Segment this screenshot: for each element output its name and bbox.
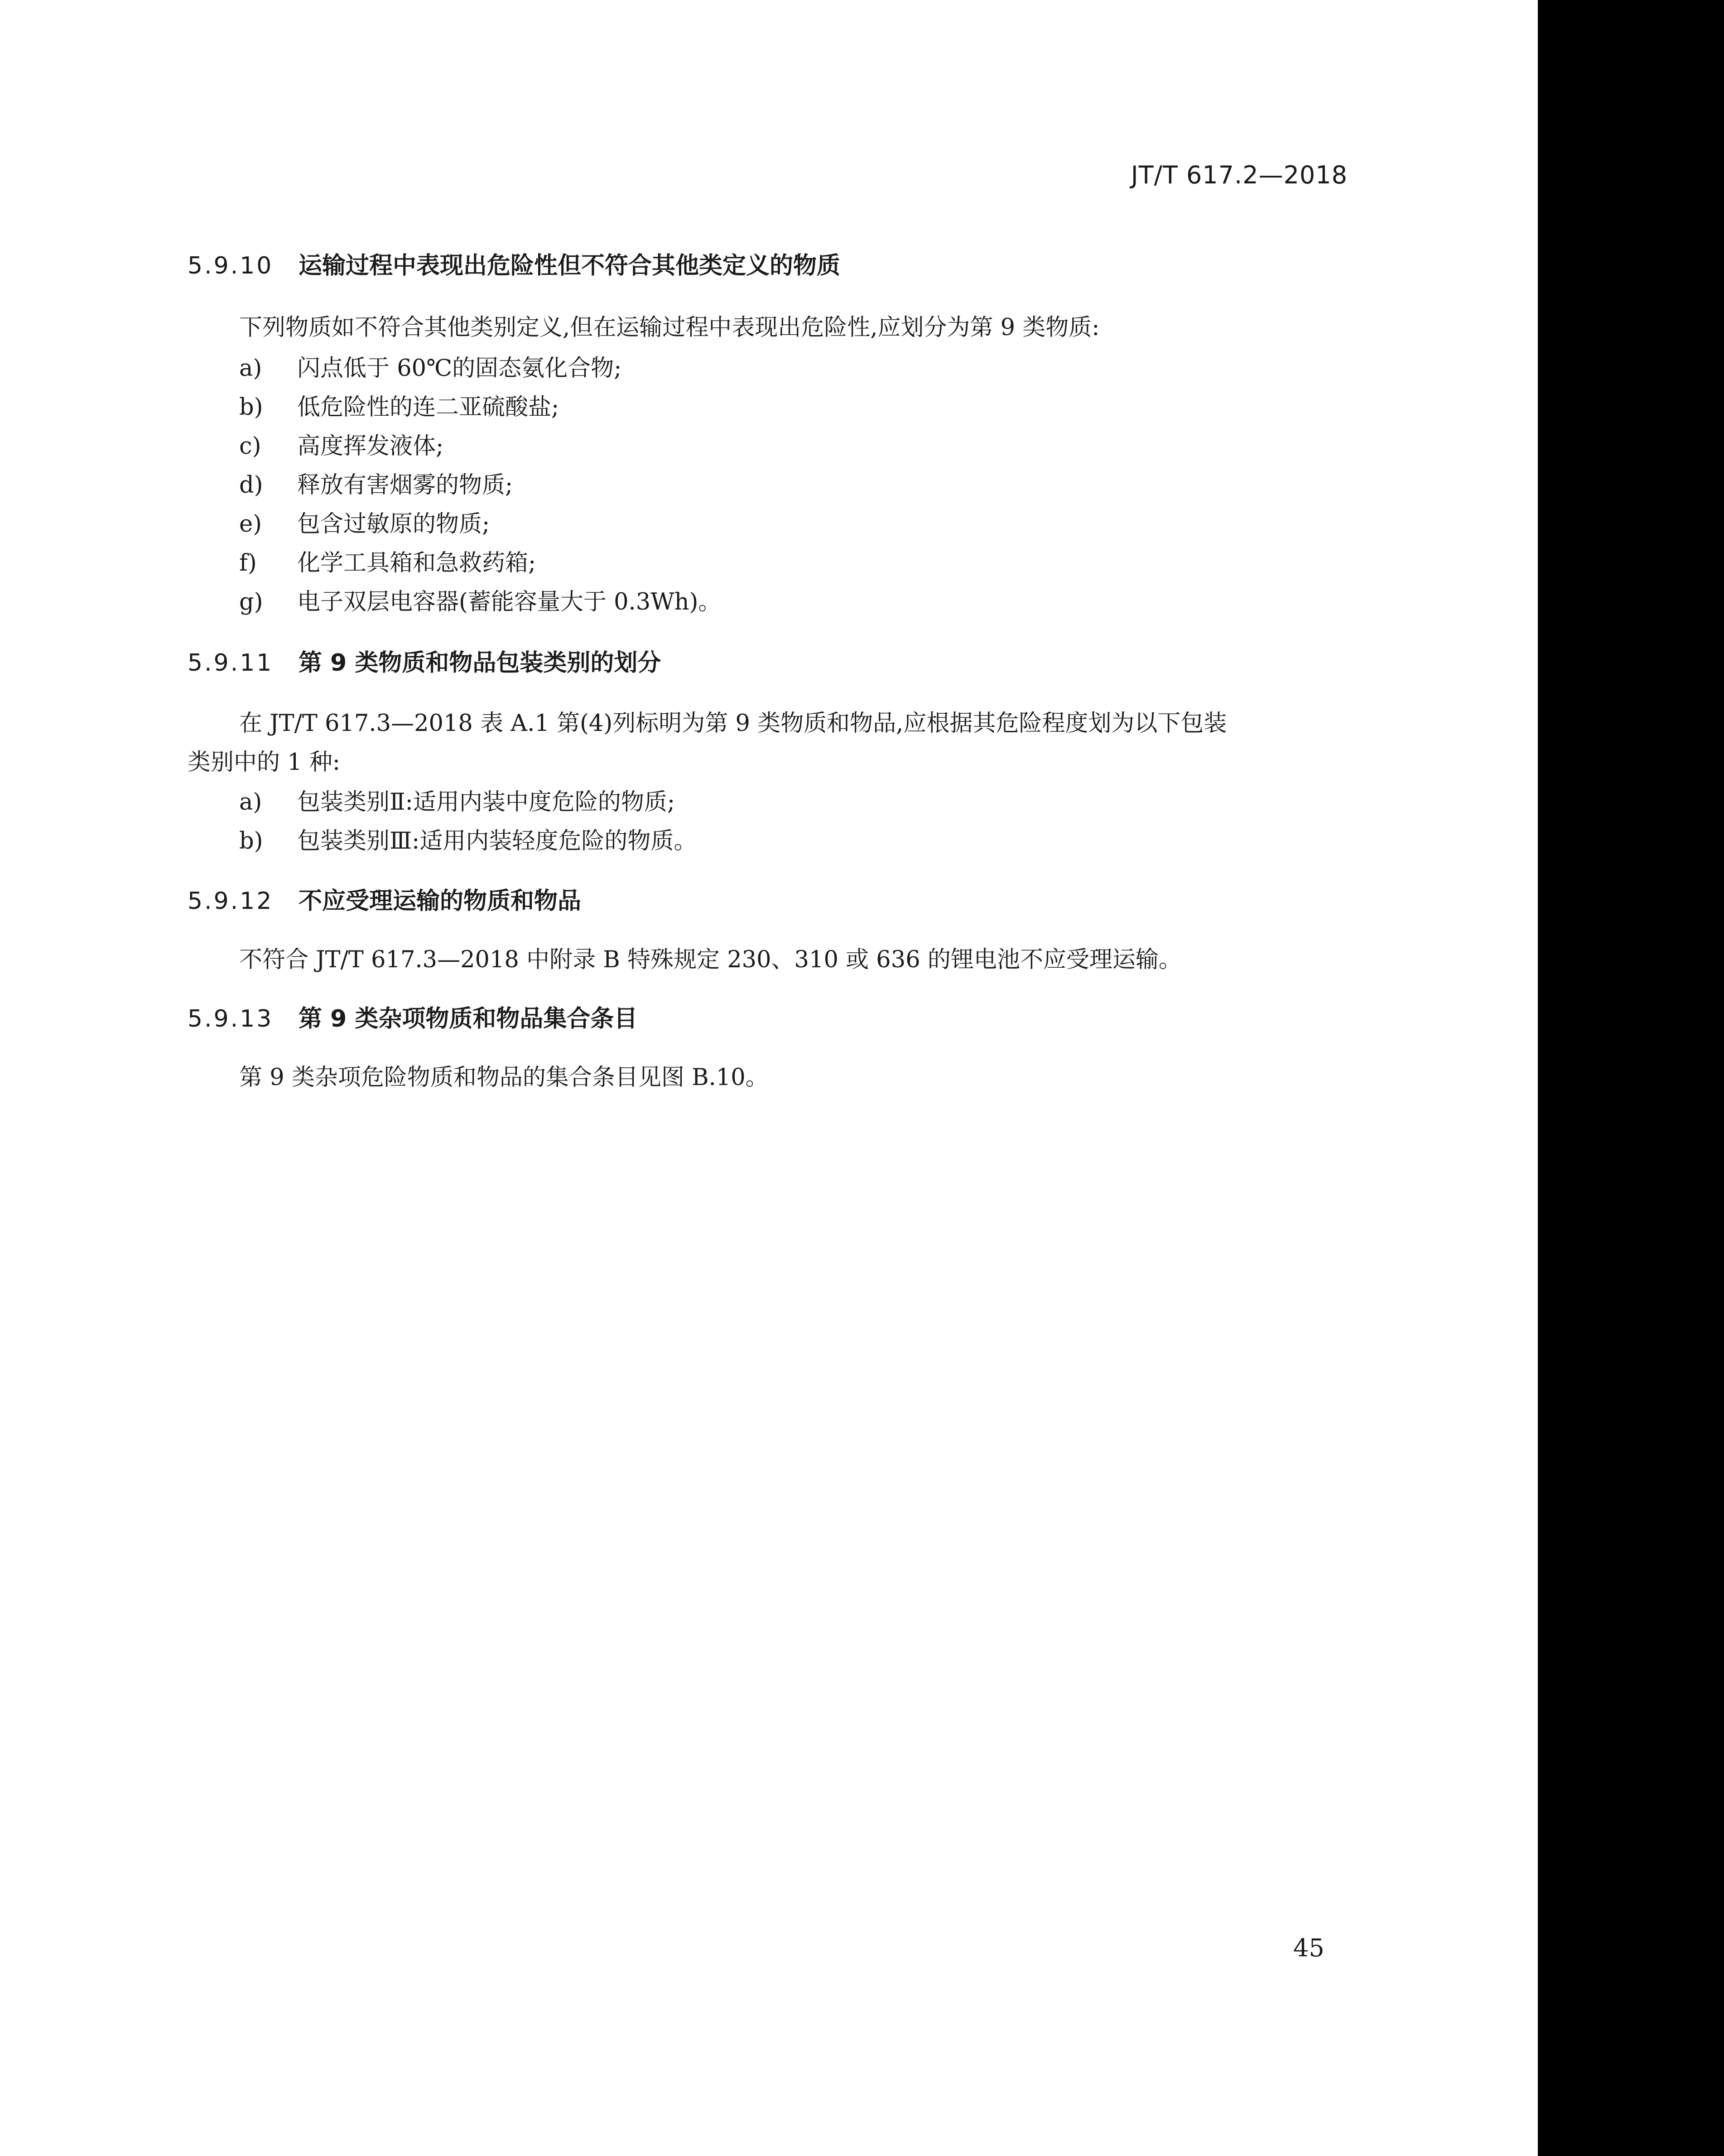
list-marker: a) [239,355,262,382]
list-item [239,510,490,539]
list-item [239,788,675,817]
list-item [239,354,621,383]
list-text: 高度挥发液体; [297,433,444,460]
section-body-5-9-12: 不符合 JT/T 617.3—2018 中附录 B 特殊规定 230、310 或 636 的锂电池不应受理运输。 [239,946,1182,973]
section-intro-5-9-10: 下列物质如不符合其他类别定义,但在运输过程中表现出危险性,应划分为第 9 类物质: [239,314,1100,341]
list-marker: d) [239,472,263,499]
list-marker: f) [239,550,257,576]
standard-code-header: JT/T 617.2—2018 [1131,161,1348,189]
list-text: 包装类别Ⅱ:适用内装中度危险的物质; [297,789,675,816]
section-number: 5.9.13 [188,1005,274,1032]
list-item [239,393,559,422]
page-number: 45 [1293,1934,1324,1962]
section-heading-5-9-12 [188,887,581,916]
section-title: 不应受理运输的物质和物品 [299,888,582,915]
section-title: 运输过程中表现出危险性但不符合其他类定义的物质 [299,252,841,279]
list-marker: b) [239,828,263,855]
list-item [239,588,721,617]
list-text: 化学工具箱和急救药箱; [297,550,536,576]
list-marker: e) [239,511,262,538]
section-heading-5-9-13 [188,1004,637,1033]
list-item [239,549,536,578]
list-marker: b) [239,394,263,421]
section-number: 5.9.10 [188,252,274,279]
section-heading-5-9-10 [188,251,840,280]
section-number: 5.9.12 [188,888,274,915]
section-heading-5-9-11 [188,648,661,677]
scan-border [1538,0,1724,2156]
list-text: 释放有害烟雾的物质; [297,472,513,499]
list-text: 包含过敏原的物质; [297,511,490,538]
section-title: 第 9 类物质和物品包装类别的划分 [299,649,661,677]
list-marker: a) [239,789,262,816]
list-marker: c) [239,433,261,460]
section-number: 5.9.11 [188,649,274,677]
list-marker: g) [239,589,263,615]
section-title: 第 9 类杂项物质和物品集合条目 [299,1005,638,1032]
list-item [239,827,697,856]
list-text: 电子双层电容器(蓄能容量大于 0.3Wh)。 [297,589,722,615]
list-item [239,432,443,461]
list-text: 包装类别Ⅲ:适用内装轻度危险的物质。 [297,828,697,855]
section-intro-5-9-11-line2: 类别中的 1 种: [188,749,341,776]
section-body-5-9-13: 第 9 类杂项危险物质和物品的集合条目见图 B.10。 [239,1064,769,1091]
list-item [239,471,513,500]
list-text: 低危险性的连二亚硫酸盐; [297,394,559,421]
section-intro-5-9-11-line1: 在 JT/T 617.3—2018 表 A.1 第(4)列标明为第 9 类物质和物品,应根据其危险程度划为以下包装 [239,710,1227,737]
list-text: 闪点低于 60℃的固态氨化合物; [297,355,622,382]
